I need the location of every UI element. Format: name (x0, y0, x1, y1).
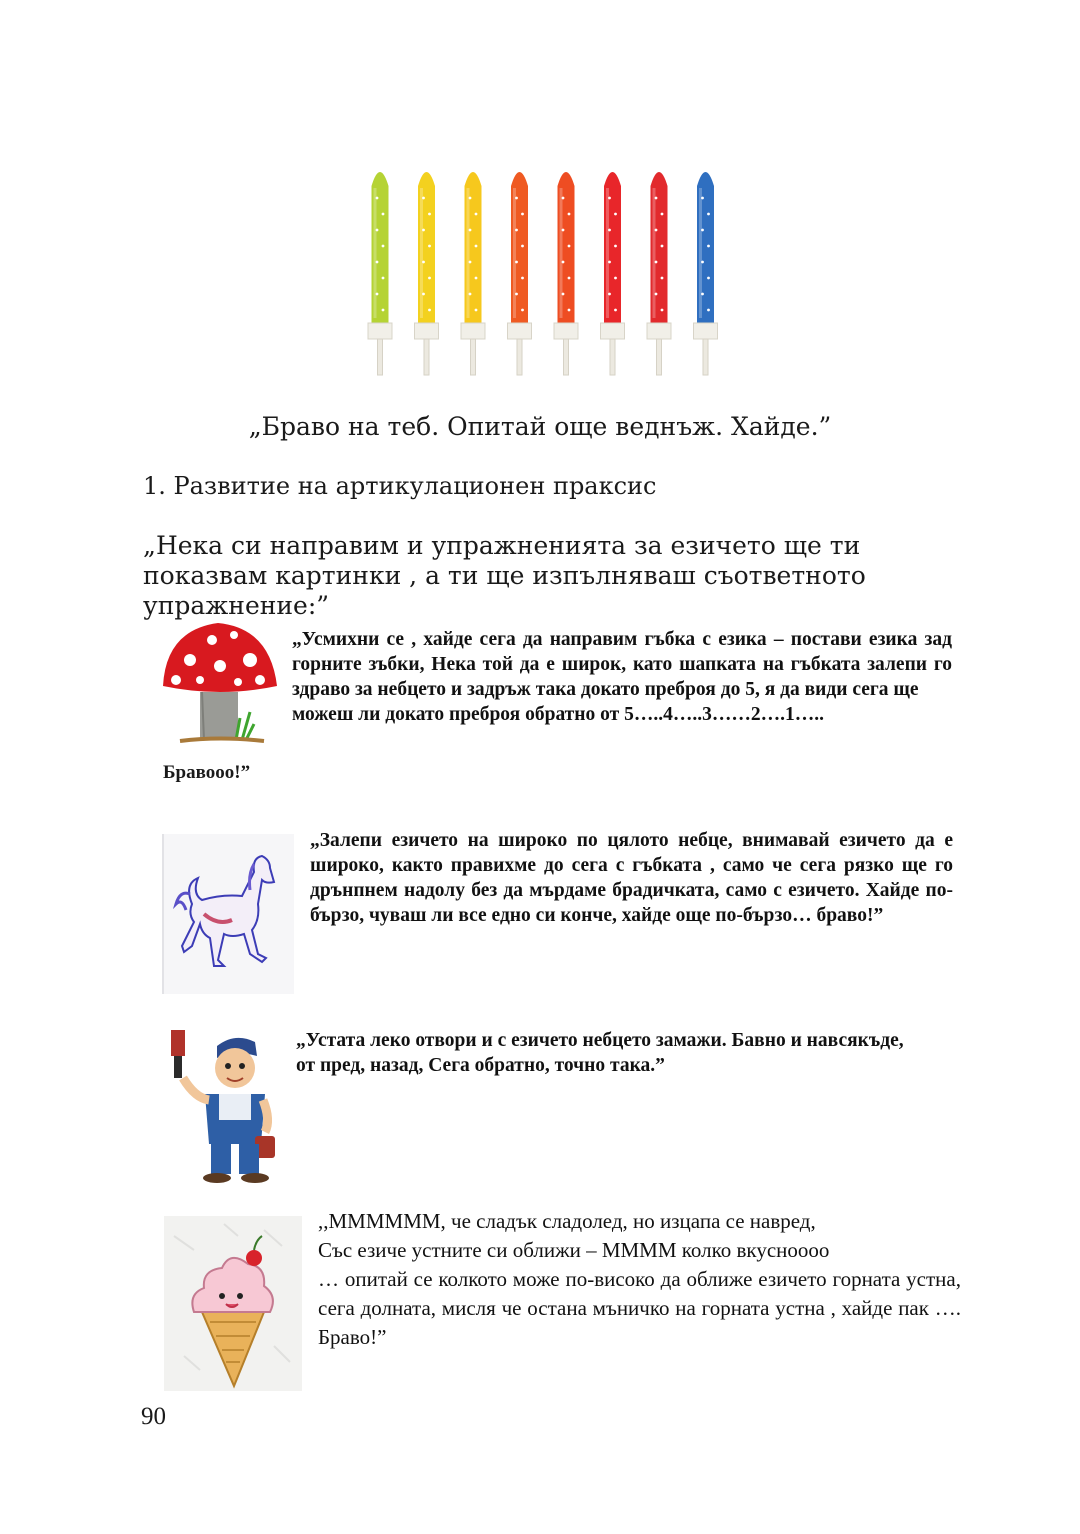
exercise-icecream-text (318, 1207, 961, 1352)
exercise-mushroom-bravo: Бравооо!” (163, 762, 251, 783)
exercise-icecream-body: … опитай се колкото може по-високо да оближе езичето горната устна, сега долната, мисля че остана мъничко на горната устна , хайде пак …. Браво!” (318, 1267, 961, 1349)
candle (694, 172, 718, 375)
exercise-painter-text: „Устата леко отвори и с езичето небцето замажи. Бавно и навсякъде, от пред, назад, Сега обратно, точно така.” (296, 1030, 904, 1076)
candle (601, 172, 625, 375)
candle (508, 172, 532, 375)
painter-image (165, 1028, 281, 1184)
candles-image (360, 158, 732, 378)
candle (554, 172, 578, 375)
ice-cream-image (164, 1216, 302, 1391)
exercise-mushroom-count: можеш ли докато преброя обратно от 5…..4…..3……2….1….. (292, 704, 824, 725)
exercise-icecream-line2: Със езиче устните си оближи – ММММ колко вкусноооо (318, 1238, 830, 1262)
intro-paragraph: „Нека си направим и упражненията за езичето ще ти показвам картинки , а ти ще изпълняваш съответното упражнение:” (143, 531, 866, 620)
mushroom-image (160, 620, 280, 750)
caption: „Браво на теб. Опитай още веднъж. Хайде.” (248, 412, 832, 441)
horse-image (162, 834, 294, 994)
section-heading: 1. Развитие на артикулационен праксис (143, 472, 657, 500)
candle (461, 172, 485, 375)
exercise-mushroom-text (292, 627, 952, 727)
candle (647, 172, 671, 375)
candle (415, 172, 439, 375)
exercise-horse-text: „Залепи езичето на широко по цялото небце, внимавай езичето да е широко, както правихме до сега с гъбката , само че сега рязко ще го дрънпнем надолу без да мърдаме брадичката, само с езичето. Хайде по-бързо, чуваш ли все едно си конче, хайде още по-бързо… браво!” (310, 830, 953, 926)
page-number: 90 (141, 1403, 166, 1430)
candle (368, 172, 392, 375)
exercise-mushroom-body: „Усмихни се , хайде сега да направим гъбка с езика – постави езика зад горните зъбки, Нека той да е широк, като шапката на гъбката залепи го здраво за небцето и задръж така докато преброя до 5, я да види сега ще (292, 629, 952, 700)
exercise-icecream-line1: ,,ММММММ, че сладък сладолед, но изцапа се навред, (318, 1209, 816, 1233)
